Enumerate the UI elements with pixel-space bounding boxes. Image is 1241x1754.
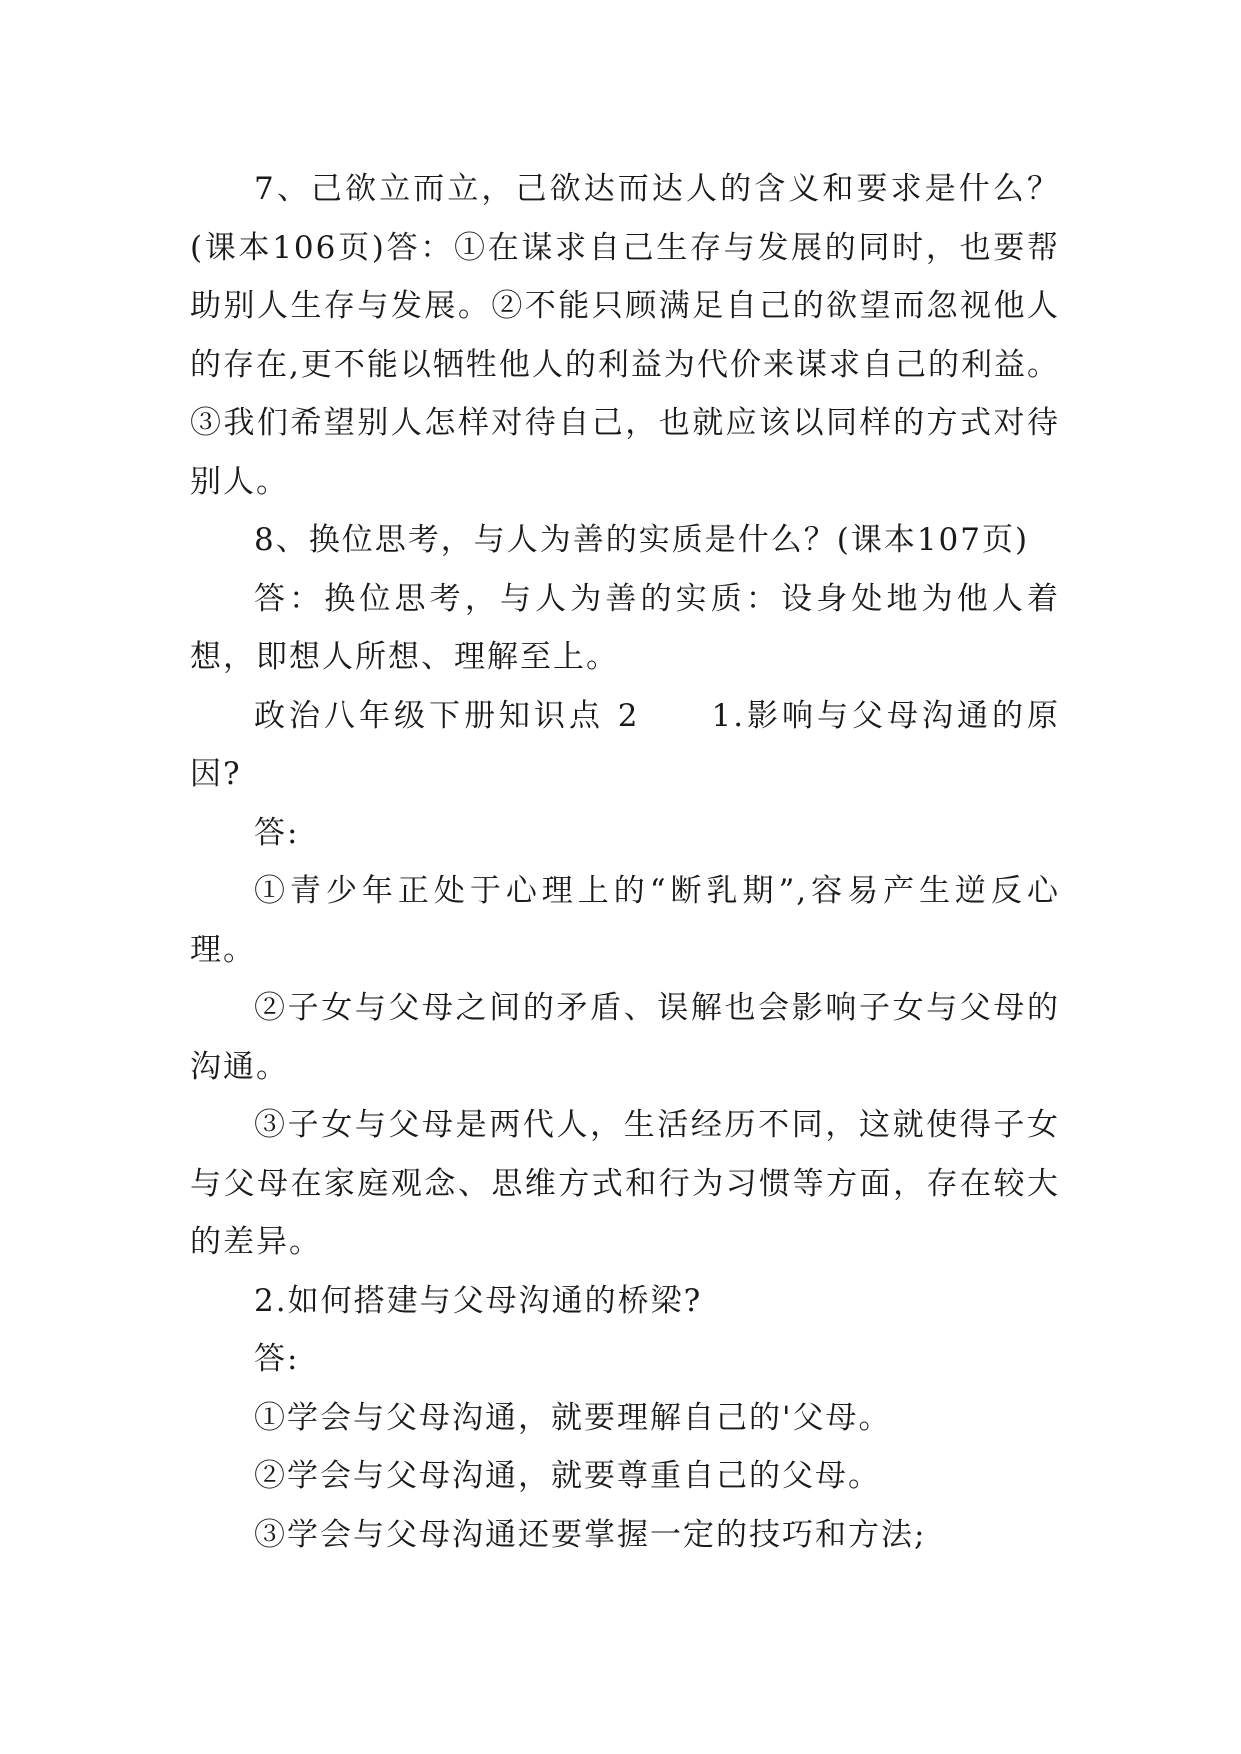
paragraph-q8: 8、换位思考，与人为善的实质是什么？(课本107页) bbox=[254, 522, 1030, 558]
paragraph-q8-answer: 答：换位思考，与人为善的实质：设身处地为他人着想，即想人所想、理解至上。 bbox=[190, 580, 1060, 675]
paragraph-q7: 7、己欲立而立，己欲达而达人的含义和要求是什么？(课本106页)答：①在谋求自己生存与发展的同时，也要帮助别人生存与发展。②不能只顾满足自己的欲望而忽视他人的存在,更不能以牺牲他人的利益为代价来谋求自己的利益。③我们希望别人怎样对待自己，也就应该以同样的方式对待别人。 bbox=[190, 171, 1060, 500]
paragraph-reason-1: ①青少年正处于心理上的“断乳期”,容易产生逆反心理。 bbox=[190, 873, 1060, 968]
paragraph-method-1: ①学会与父母沟通，就要理解自己的'父母。 bbox=[254, 1399, 892, 1436]
paragraph-reason-3: ③子女与父母是两代人，生活经历不同，这就使得子女与父母在家庭观念、思维方式和行为习惯等方面，存在较大的差异。 bbox=[190, 1107, 1060, 1260]
document-body bbox=[190, 160, 1060, 1564]
paragraph-q2: 2.如何搭建与父母沟通的桥梁? bbox=[254, 1282, 703, 1319]
paragraph-section-heading: 政治八年级下册知识点 2 1.影响与父母沟通的原因? bbox=[190, 697, 1060, 792]
paragraph-answer-label: 答: bbox=[254, 814, 300, 851]
paragraph-method-3: ③学会与父母沟通还要掌握一定的技巧和方法; bbox=[254, 1516, 927, 1553]
paragraph-answer-label-2: 答: bbox=[254, 1341, 300, 1377]
paragraph-reason-2: ②子女与父母之间的矛盾、误解也会影响子女与父母的沟通。 bbox=[190, 990, 1060, 1085]
paragraph-method-2: ②学会与父母沟通，就要尊重自己的父母。 bbox=[254, 1458, 881, 1494]
